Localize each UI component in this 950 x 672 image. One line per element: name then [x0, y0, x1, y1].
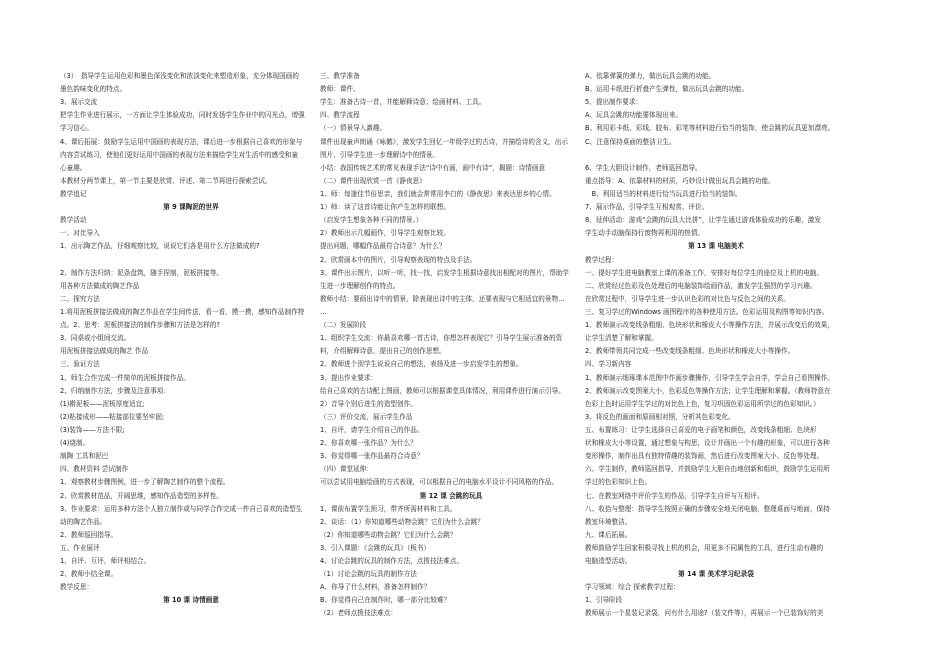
text-line: 学生：准备古诗一首，并能解释诗意；绘画材料、工具。 [320, 98, 486, 107]
text-line: 1、师生合作完成一件简单的泥板拼接作品。 [60, 373, 190, 382]
text-line: 四、学习新内容 [585, 360, 632, 369]
text-line: 1）师：读了这首诗能让你产生怎样的联想。 [320, 203, 450, 212]
text-line: 教学过程： [585, 255, 619, 264]
text-line: 五、作业展评 [60, 543, 100, 552]
text-line: 七、在教室网络中评价学生的作品，引导学生自评与互相评。 [585, 491, 764, 500]
text-line: 二、探究方法 [60, 294, 100, 303]
text-line: 三、教学准备 [320, 72, 360, 80]
text-line: 给自己喜欢的古诗配上图画，教师可以根据课堂具体情况，利用课件进行演示引导。 [320, 386, 565, 395]
text-line: 料，介绍解释诗意，提出自己的创作思想。 [320, 347, 446, 356]
text-line: （二）发展阶段 [320, 321, 367, 330]
text-line: 变形操作，制作出具有独特情趣的装饰画，然后进行改变图案大小、反色等处理。 [585, 452, 824, 461]
text-line: 7、展示作品，引导学生互相观赏、评价。 [585, 203, 709, 212]
text-line: 3、作业要求：运用多种方法个人独立制作或与同学合作完成一件自己喜欢的造型生 [60, 504, 303, 513]
text-line: (2)粘接成形——粘接部位要坚牢固; [60, 412, 165, 421]
text-line: 1、教师演示改变线条粗细、色块形状和橡皮大小等操作方法，并展示改变后的效果， [585, 321, 834, 330]
text-line: 八、收拾与整理：指导学生按照正确的步骤安全地关闭电脑，整理桌面与地面，保持 [585, 504, 830, 513]
text-line: 3、将反色的画面和原画相对照，分析其色彩变化。 [585, 412, 735, 421]
text-line [585, 149, 847, 162]
text-line: 2、教师演示改变图案大小，色彩反色等操作方法；让学生理解和掌握。（教师特意在 [585, 386, 831, 395]
text-line: 九、课后拓展。 [585, 530, 632, 539]
text-column-middle [320, 70, 582, 621]
text-line: 课件出现童声朗诵《咏鹅》，激发学生回忆一年级学过的古诗，并描绘诗的含义，出示 [320, 137, 569, 146]
text-line: 2、教师小结全课。 [60, 570, 118, 579]
text-line: 重点指导：A、依靠材料的材质，巧妙设计做出玩具会跳的功能。 [585, 176, 775, 185]
text-line: B、利用彩卡纸、彩线、胶布、彩笔等材料进行恰当的装饰，使会跳的玩具更加漂亮。 [585, 124, 835, 133]
text-line: 六、学生制作，教师巡回指导，并鼓励学生大胆自由地创新和组织，鼓励学生运用所 [585, 465, 830, 474]
text-line: 2）音导个别后进生的造型创作。 [320, 399, 417, 408]
text-line: 3、课件出示图片，以听一听，找一找，启发学生根据诗意找出相配对的图片，帮助学 [320, 268, 569, 277]
text-line: (3)装饰——方法不限; [60, 425, 125, 434]
text-line: (1)擀泥板——泥板厚度适宜; [60, 399, 145, 408]
text-line: 1.将用泥板拼接法做成的陶艺作品在学生间传送，看一看，摸一摸，感知作品制作特 [60, 307, 305, 316]
text-line: 让学生清楚了解和掌握。 [585, 334, 658, 343]
text-line: 小结：我国传统艺术的常见表现手法“诗中有画，画中有诗”，揭题：诗情画意 [320, 163, 546, 172]
text-line: B、你觉得自己在制作时，哪一部分比较难？ [320, 596, 451, 605]
lesson-heading: 第 12 课 会跳的玩具 [419, 491, 483, 500]
text-line: 电脑造型活动。 [585, 557, 632, 566]
text-line: 可以尝试用电脑绘画的方式表现，可以根据自己的电脑水平设计不同风格的作品。 [320, 478, 559, 487]
text-line: A、你导了什么材料，准备怎样制作？ [320, 583, 431, 592]
text-line: 1、引导阶段 [585, 596, 623, 605]
text-line: 3、同桌或小组间交流。 [60, 334, 131, 343]
text-line: 4、课后拓展：鼓励学生运用中国画的表现方法，课后进一步根据自己喜欢的形象与 [60, 137, 303, 146]
text-line: 1、自评、互评，师评相结合。 [60, 557, 151, 566]
text-line: 学生动手动脑保持行废物再利用的热情。 [585, 229, 705, 238]
text-line: 生进一步理解创作的特点。 [320, 281, 400, 290]
text-line: 一、提好学生进电脑教室上课的准备工作，安排好每位学生的座位及上机的电脑。 [585, 268, 824, 277]
text-line: 2、欣赏教材范品，开阔思维，感知作品造型的多样性。 [60, 491, 223, 500]
text-column-left [60, 70, 322, 607]
text-line: 教师小结：要画出诗中的情景，除表现出诗中的主体，还要表现与它相适宜的景物… [320, 294, 565, 303]
text-line: （1）讨论会跳的玩具的制作方法 [320, 570, 417, 579]
text-line: 8、延伸活动：游戏“会跳的玩具大比拼”，让学生通过游戏体验成功的乐趣，激发 [585, 216, 821, 225]
text-line: (4)烧制。 [60, 439, 90, 448]
text-line: 2、欣赏画本中的图片，引导观察表现的特点及手法。 [320, 255, 477, 264]
text-line: … [320, 307, 327, 316]
text-line: 提出问题，哪幅作品最符合诗意？为什么？ [320, 242, 446, 251]
text-line: 1、出示陶艺作品，仔细观察比较，说说它们各是用什么方法做成的? [60, 242, 260, 251]
text-line: 学习信心。 [60, 124, 94, 133]
text-line: 色彩上色时运用学生学过的对比色上色，复习巩固色彩运用所学过的色彩知识。） [585, 399, 820, 408]
text-line: 1、课前布置学生预习，带齐所需材料和工具。 [320, 504, 457, 513]
text-line: 学习领域：综合 探索教学过程： [585, 583, 680, 592]
text-line: 教师鼓励学生回家积极寻找上机的机会，用更多不同属性的工具，进行生动有趣的 [585, 543, 824, 552]
lesson-heading: 第 13 课 电脑美术 [688, 242, 744, 251]
text-line: 用各种方法做成的陶艺作品 [60, 281, 140, 290]
text-line: 3、引入课题：《会跳的玩具》（板书） [320, 543, 431, 552]
text-line: 图片，引导学生进一步理解诗中的情景。 [320, 150, 440, 159]
text-line: A、玩具会跳的功能要体现出来。 [585, 111, 683, 120]
text-line: 2、教师巡回指导。 [60, 530, 118, 539]
text-line: 点。2、思考：泥板拼接法的制作步骤和方法是怎样的? [60, 321, 220, 330]
text-column-right [585, 70, 847, 621]
text-line: 教师：课件。 [320, 85, 360, 94]
text-line: （2）你知道哪些动物会跳？它们为什么会跳？ [320, 530, 457, 539]
text-line: 把学生作业进行展示，一方面让学生体验成功，同时发扬学生作业中的闪光点，增强 [60, 111, 305, 120]
text-line: 五、布置练习：让学生选择自己喜爱的电子画笔和颜色，改变线条粗细、色块形 [585, 425, 817, 434]
text-line: 5、提出制作要求： [585, 98, 643, 107]
text-line: A、依靠弹簧的弹力，做出玩具会跳的功能。 [585, 72, 716, 80]
lesson-heading: 第 14 课 美术学习纪录袋 [678, 570, 754, 579]
text-line: 教室环境整洁。 [585, 517, 632, 526]
text-line: 1、教师演示细琢课本范围中作画步骤操作，引导学生学会自学，学会自己看图操作。 [585, 373, 834, 382]
text-line: 本教材分两节课上，第一节主要是欣赏、评述、第二节再进行探索尝试。 [60, 176, 272, 185]
text-line: （2）老师点拨技法难点： [320, 609, 397, 618]
text-line: 4、讨论会跳的玩具的制作方法，点拨技法难点。 [320, 557, 464, 566]
text-line: 四、教材资料 尝试制作 [60, 465, 129, 474]
text-line: C、注意保持桌面的整洁卫生。 [585, 137, 676, 146]
text-line: B、运用卡纸进行折叠产生弹性，做出玩具会跳的功能。 [585, 85, 749, 94]
text-line: 1、组织学生交流：你最喜欢哪一首古诗，你想怎样表现它？引导学生展示准备的资 [320, 334, 563, 343]
text-line: 制陶 工具和泥巴 [60, 452, 109, 461]
text-line: 2、归纳制作方法，步骤及注意事项： [60, 386, 171, 395]
text-line: 一、对比导入 [60, 229, 100, 238]
text-line: （启发学生想象各种不同的情景。） [320, 216, 423, 225]
text-line: 2）教师出示几幅画作，引导学生观察比较。 [320, 229, 450, 238]
text-line: （二）课件出现欣赏一首《静夜思》 [320, 176, 426, 185]
text-line: 四、教学流程 [320, 111, 360, 120]
text-line: 心童趣。 [60, 163, 87, 172]
text-line: 1、观察教材步骤图例，进一步了解陶艺制作的整个流程。 [60, 478, 230, 487]
lesson-heading: 第 9 课陶泥的世界 [163, 203, 219, 212]
text-line: （四）课堂延伸： [320, 465, 373, 474]
text-line: 教学追记 [60, 189, 87, 198]
text-line: 2、制作方法归纳：泥条盘筑，随手捏制，泥板拼接等。 [60, 268, 223, 277]
text-line: 3、展示交流 [60, 98, 98, 107]
text-line: 用泥板拼接法做成的陶艺 作品 [60, 347, 149, 356]
text-line: 2、谈话：（1）你知道哪些动物会跳？它们为什么会跳？ [320, 517, 484, 526]
text-line: （一）情景导入激趣。 [320, 124, 387, 133]
text-line: 墨色韵味变化的特点。 [60, 85, 127, 94]
text-line: B、利用适当的材料进行恰当玩具进行恰当的装饰。 [585, 189, 742, 198]
text-line: 3、你觉得哪一张作品最符合诗意？ [320, 452, 424, 461]
text-line: 学过的色彩知识上色。 [585, 478, 652, 487]
text-line: 三、复习学过的Windows 画图程序的各种使用方法。色彩运用及构图等知识内容。 [585, 307, 829, 316]
text-line: 教学反思： [60, 583, 94, 592]
text-line: 教师展示一个星装记录袋，问有什么用途?（装文件等），再展示一个已装饰好的美 [585, 609, 824, 618]
text-line: 2、教师进个别学生说说自己的想法，表扬及进一步启发学生的想象。 [320, 360, 523, 369]
text-line: 状和橡皮大小等设置，通过想象与构思，设计并画出一个有趣的形象，可以进行各种 [585, 439, 830, 448]
text-line: （3） 指导学生运用色彩和墨色深浅变化和浓淡变化来塑造形象，充分体现国画的 [60, 72, 300, 80]
text-line: 三、验证方法 [60, 360, 100, 369]
lesson-heading: 第 10 课 诗情画意 [163, 596, 219, 605]
text-line [60, 254, 322, 267]
text-line: 内容尝试练习，使他们更好运用中国画的表现方法来描绘学生对生活中的感受和童 [60, 150, 299, 159]
text-line: 动的陶艺作品。 [60, 517, 107, 526]
text-line: 1、师：每逢佳节倍思亲，我们就会常常用李白的《静夜思》来表达思乡的心情。 [320, 189, 556, 198]
text-line: 教学活动 [60, 216, 87, 225]
text-line: （三）评价交流，展示学生作品 [320, 412, 413, 421]
text-line: 1、自评，请学生介绍自己的作品。 [320, 425, 424, 434]
text-line: 二、欣赏经过色彩及色处理后的电脑装饰绘画作品，激发学生强烈的学习兴趣。 [585, 281, 817, 290]
text-line: 2、教师带领共同完成一些改变线条粗细、色块形状和橡皮大小等操作。 [585, 347, 795, 356]
text-line: 2、你喜欢哪一张作品？为什么？ [320, 439, 417, 448]
text-line: 3、提出作业要求： [320, 373, 378, 382]
text-line: 6、学生大胆设计制作，老师巡回指导。 [585, 163, 702, 172]
text-line: 在欣赏过程中，引导学生进一步认识色彩的对比色与反色之间的关系。 [585, 294, 791, 303]
